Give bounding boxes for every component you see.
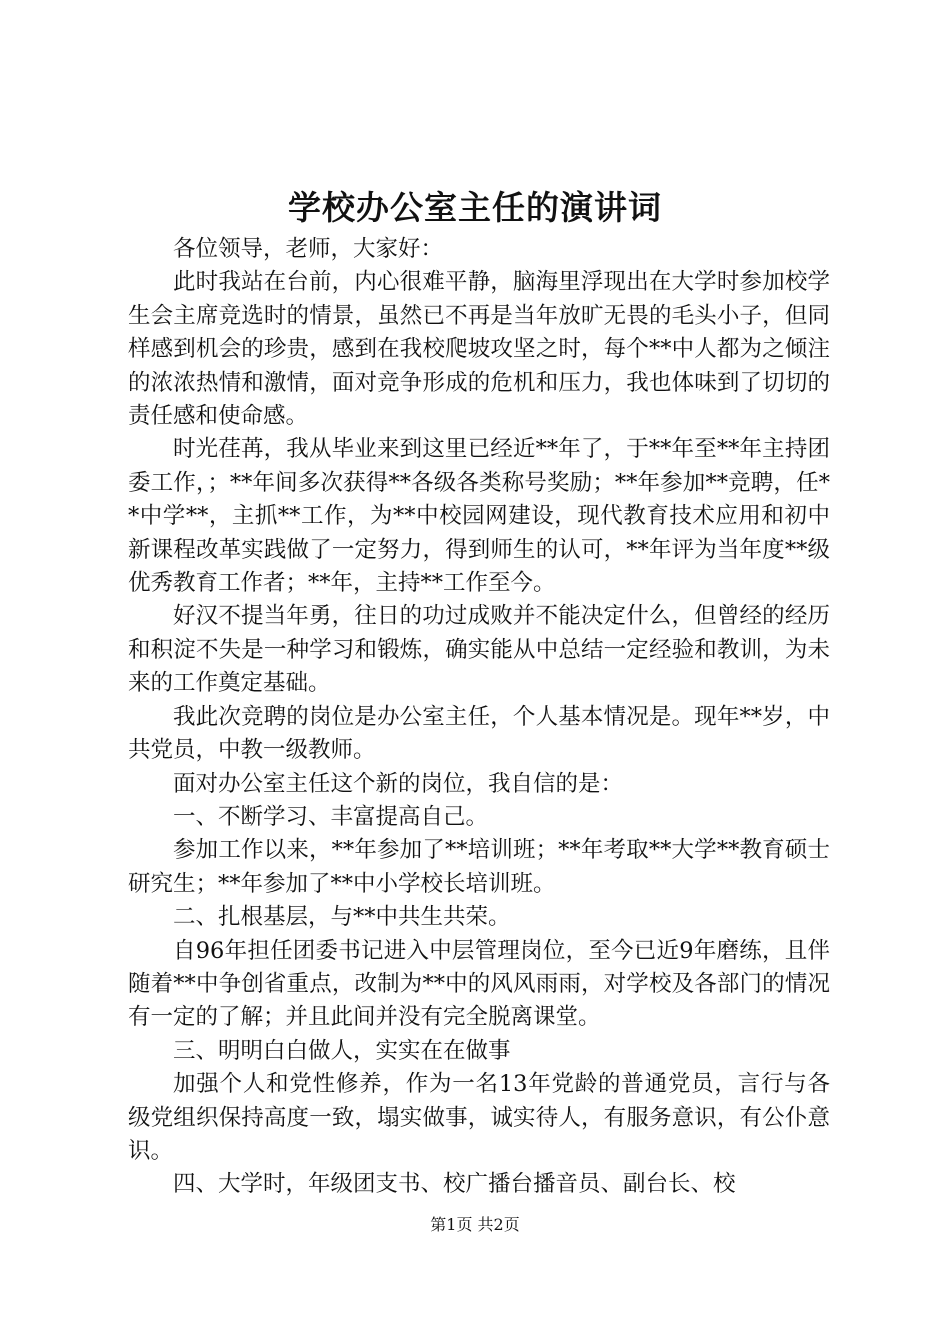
document-body [128, 233, 830, 1202]
paragraph: 自96年担任团委书记进入中层管理岗位，至今已近9年磨练，且伴随着**中争创省重点，改制为**中的风风雨雨，对学校及各部门的情况有一定的了解；并且此间并没有完全脱离课堂。 [128, 937, 830, 1031]
section-heading: 三、明明白白做人，实实在在做事 [173, 1037, 511, 1064]
paragraph: 面对办公室主任这个新的岗位，我自信的是： [173, 770, 624, 797]
page-number: 第1页 共2页 [430, 1215, 520, 1234]
section-heading: 一、不断学习、丰富提高自己。 [173, 803, 489, 830]
paragraph-greeting: 各位领导，老师，大家好： [173, 236, 444, 262]
paragraph: 我此次竞聘的岗位是办公室主任，个人基本情况是。现年**岁，中共党员，中教一级教师。 [128, 703, 830, 764]
document-title: 学校办公室主任的演讲词 [288, 188, 662, 227]
paragraph: 加强个人和党性修养，作为一名13年党龄的普通党员，言行与各级党组织保持高度一致，塌实做事，诚实待人，有服务意识，有公仆意识。 [128, 1071, 830, 1164]
paragraph: 好汉不提当年勇，往日的功过成败并不能决定什么，但曾经的经历和积淀不失是一种学习和锻炼，确实能从中总结一定经验和教训，为未来的工作奠定基础。 [128, 603, 830, 697]
paragraph: 参加工作以来，**年参加了**培训班；**年考取**大学**教育硕士研究生；**年参加了**中小学校长培训班。 [128, 837, 830, 897]
paragraph: 此时我站在台前，内心很难平静，脑海里浮现出在大学时参加校学生会主席竞选时的情景，虽然已不再是当年放旷无畏的毛头小子，但同样感到机会的珍贵，感到在我校爬坡攻坚之时，每个**中人都为之倾注的浓浓热情和激情，面对竞争形成的危机和压力，我也体味到了切切的责任感和使命感。 [128, 269, 830, 430]
paragraph: 时光荏苒，我从毕业来到这里已经近**年了，于**年至**年主持团委工作，；**年间多次获得**各级各类称号奖励；**年参加**竞聘，任**中学**，主抓**工作，为**中校园网建设，现代教育技术应用和初中新课程改革实践做了一定努力，得到师生的认可，**年评为当年度**级优秀教育工作者；**年，主持**工作至今。 [128, 436, 830, 597]
section-heading: 四、大学时，年级团支书、校广播台播音员、副台长、校 [173, 1171, 736, 1198]
section-heading: 二、扎根基层，与**中共生共荣。 [173, 904, 511, 931]
